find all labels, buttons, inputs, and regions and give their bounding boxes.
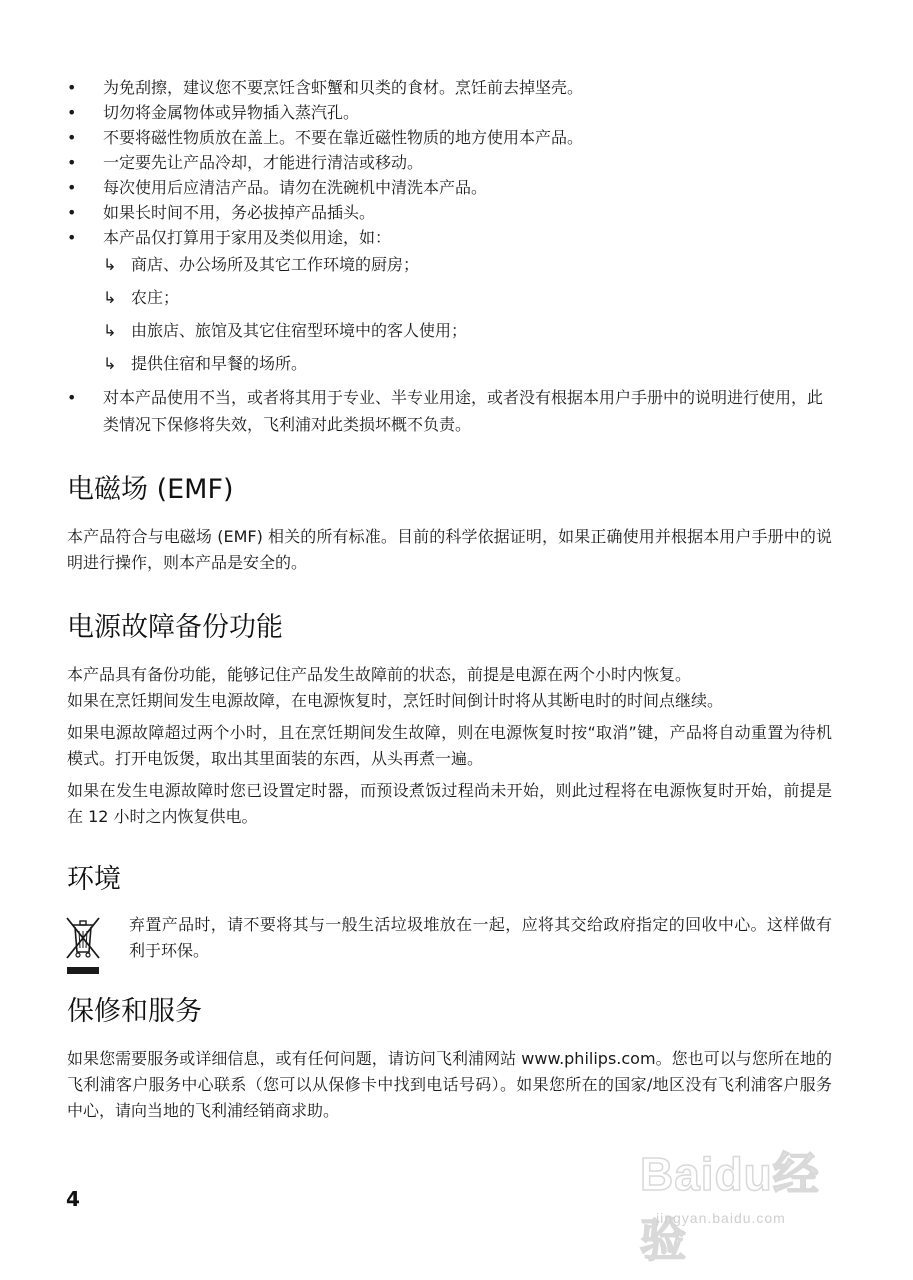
bullet-item <box>67 200 832 225</box>
page-number: 4 <box>66 1187 80 1211</box>
bullet-text: 本产品仅打算用于家用及类似用途，如： <box>103 228 392 247</box>
bullet-text: 切勿将金属物体或异物插入蒸汽孔。 <box>103 103 360 122</box>
bullet-text: 每次使用后应清洁产品。请勿在洗碗机中清洗本产品。 <box>103 178 488 197</box>
sub-item-text: 由旅店、旅馆及其它住宿型环境中的客人使用； <box>131 321 468 340</box>
section-title-power-backup: 电源故障备份功能 <box>67 612 283 643</box>
warranty-paragraph: 如果您需要服务或详细信息，或有任何问题，请访问飞利浦网站 www.philips.com。您也可以与您所在地的飞利浦客户服务中心联系（您可以从保修卡中找到电话号码）。如果您所在的国家/地区没有飞利浦客户服务中心，请向当地的飞利浦经销商求助。 <box>67 1049 832 1120</box>
emf-paragraph: 本产品符合与电磁场 (EMF) 相关的所有标准。目前的科学依据证明，如果正确使用并根据本用户手册中的说明进行操作，则本产品是安全的。 <box>67 527 832 572</box>
bullet-marker: • <box>67 178 77 197</box>
bullet-text: 不要将磁性物质放在盖上。不要在靠近磁性物质的地方使用本产品。 <box>103 128 584 147</box>
bullet-item <box>67 384 832 438</box>
bullet-item <box>67 175 832 200</box>
bullet-text: 为免刮擦，建议您不要烹饪含虾蟹和贝类的食材。烹饪前去掉坚壳。 <box>103 78 584 97</box>
baidu-watermark <box>640 1138 850 1266</box>
bullet-marker: • <box>67 103 77 122</box>
bullet-marker: • <box>67 203 77 222</box>
backup-paragraph-1a: 本产品具有备份功能，能够记住产品发生故障前的状态，前提是电源在两个小时内恢复。 <box>67 665 692 684</box>
backup-paragraph-2: 如果电源故障超过两个小时，且在烹饪期间发生故障，则在电源恢复时按“取消”键，产品将自动重置为待机模式。打开电饭煲，取出其里面装的东西，从头再煮一遍。 <box>67 723 832 768</box>
bullet-marker: • <box>67 128 77 147</box>
bullet-item <box>67 150 832 175</box>
arrow-icon: ↳ <box>103 321 117 340</box>
sub-item-text: 提供住宿和早餐的场所。 <box>131 354 308 373</box>
bullet-marker: • <box>67 78 77 97</box>
bullet-item <box>67 225 832 376</box>
backup-paragraph-1b: 如果在烹饪期间发生电源故障，在电源恢复时，烹饪时间倒计时将从其断电时的时间点继续。 <box>67 691 724 710</box>
bullet-item <box>67 75 832 100</box>
watermark-logo: Baidu经验 <box>640 1148 820 1266</box>
watermark-url: jingyan.baidu.com <box>656 1210 786 1226</box>
environment-row <box>67 912 832 974</box>
bullet-item <box>67 100 832 125</box>
sub-item-text: 商店、办公场所及其它工作环境的厨房； <box>131 255 420 274</box>
sub-item <box>103 351 832 376</box>
bullet-text: 一定要先让产品冷却，才能进行清洁或移动。 <box>103 153 424 172</box>
arrow-icon: ↳ <box>103 354 117 373</box>
bullet-item <box>67 125 832 150</box>
sub-item <box>103 252 832 277</box>
bullet-text: 对本产品使用不当，或者将其用于专业、半专业用途，或者没有根据本用户手册中的说明进行使用，此类情况下保修将失效，飞利浦对此类损坏概不负责。 <box>103 388 824 434</box>
bullet-text: 如果长时间不用，务必拔掉产品插头。 <box>103 203 376 222</box>
sub-item-text: 农庄； <box>131 288 180 307</box>
safety-bullet-list <box>67 75 832 438</box>
section-title-emf: 电磁场 (EMF) <box>67 474 234 505</box>
bullet-marker: • <box>67 388 77 407</box>
section-title-environment: 环境 <box>67 864 121 895</box>
bullet-marker: • <box>67 228 77 247</box>
arrow-icon: ↳ <box>103 255 117 274</box>
usage-sub-list <box>103 252 832 376</box>
backup-paragraph-3: 如果在发生电源故障时您已设置定时器，而预设煮饭过程尚未开始，则此过程将在电源恢复时开始，前提是在 12 小时之内恢复供电。 <box>67 781 832 826</box>
arrow-icon: ↳ <box>103 288 117 307</box>
section-title-warranty: 保修和服务 <box>67 996 202 1027</box>
page-content <box>67 75 832 1124</box>
sub-item <box>103 318 832 343</box>
sub-item <box>103 285 832 310</box>
bullet-marker: • <box>67 153 77 172</box>
environment-paragraph: 弃置产品时，请不要将其与一般生活垃圾堆放在一起，应将其交给政府指定的回收中心。这样做有利于环保。 <box>129 915 832 960</box>
crossed-bin-icon <box>65 916 101 978</box>
